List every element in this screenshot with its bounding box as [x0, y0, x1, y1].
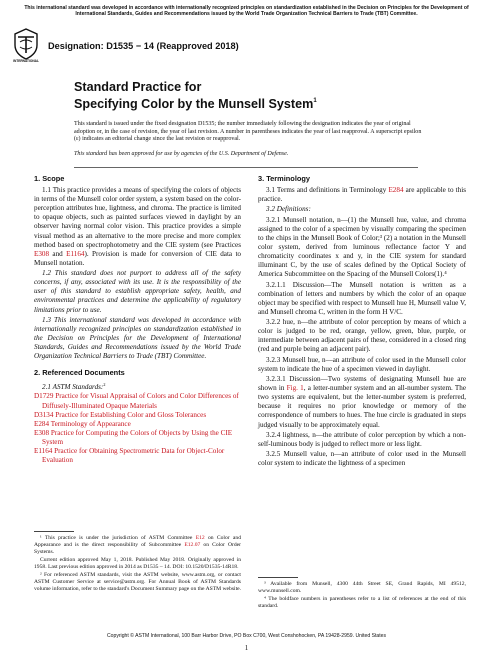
- reference-item[interactable]: E308 Practice for Computing the Colors of Objects by Using the CIE System: [34, 428, 233, 446]
- refs-heading: 2. Referenced Documents: [34, 368, 125, 378]
- para-1-2: 1.2 This standard does not purport to address all of the safety concerns, if any, associated with its use. It is the responsibility of the user of this standard to establish appropriate safety, health, and environmental practices and determine the applicability of regulatory limitations prior to use.: [34, 269, 241, 314]
- right-footnotes: [258, 581, 466, 611]
- astm-standards-label: 2.1 ASTM Standards:$^2$: [42, 382, 106, 392]
- footnote-2: ² For referenced ASTM standards, visit the ASTM website, www.astm.org, or contact ASTM Customer Service at service@astm.org. For Annual Book of ASTM Standards volume information, refer to the standard's Document Summary page on the ASTM website.: [34, 571, 241, 592]
- left-column: [34, 174, 241, 465]
- para-1-3: 1.3 This international standard was developed in accordance with internationally recognized principles on standardization established in the Decision on Principles for the Development of International Standards, Guides and Recommendations issued by the World Trade Organization Technical Barriers to Trade (TBT) Committee.: [34, 315, 241, 361]
- footnote-1: ¹ This practice is under the jurisdiction of ASTM Committee E12 on Color and Appearance and is the direct responsibility of Subcommittee E12.07 on Color Order Systems.: [34, 535, 242, 555]
- link-e12-07[interactable]: E12.07: [184, 541, 201, 548]
- title-line-2: Specifying Color by the Munsell System$^1$: [74, 97, 317, 111]
- reference-item[interactable]: E284 Terminology of Appearance: [34, 419, 131, 428]
- reference-item[interactable]: E1164 Practice for Obtaining Spectrometric Data for Object-Color Evaluation: [34, 447, 225, 465]
- para-3-2-1-1: 3.2.1.1 Discussion—The Munsell notation is written as a combination of letters and numbers by which the color of an opaque object may be specified with respect to Munsell hue H, Munsell value V, and Munsell chroma C, written in the form H V/C.: [258, 280, 466, 316]
- footnote-1-edition: Current edition approved May 1, 2018. Published May 2018. Originally approved in 1958. Last previous edition approved in 2014 as D1535 – 14. DOI: 10.1520/D1535-14R18.: [34, 556, 241, 570]
- link-e284[interactable]: E284: [388, 186, 404, 195]
- para-3-1: 3.1 Terms and definitions in Terminology E284 are applicable to this practice.: [258, 186, 466, 204]
- terminology-heading: 3. Terminology: [258, 174, 311, 183]
- para-3-2-2: 3.2.2 hue, n—the attribute of color perception by means of which a color is judged to be red, orange, yellow, green, blue, purple, or intermediate between adjacent pairs of these, considered in a closed ring (red and purple being an adjacent pair).: [258, 318, 466, 354]
- standard-issue-note: This standard is issued under the fixed designation D1535; the number immediately following the designation indicates the year of original adoption or, in the case of revision, the year of last revision. A number in parentheses indicates the year of last reapproval. A superscript epsilon (ε) indicates an editorial change since the last revision or reapproval.: [74, 121, 422, 142]
- designation: Designation: D1535 − 14 (Reapproved 2018): [48, 41, 239, 51]
- astm-logo-icon: [13, 28, 39, 62]
- title-footnote-mark: 1: [313, 98, 317, 104]
- para-3-2-4: 3.2.4 lightness, n—the attribute of color perception by which a non-self-luminous body is judged to reflect more or less light.: [258, 430, 466, 448]
- page-number: 1: [244, 644, 249, 652]
- link-fig-1[interactable]: Fig. 1: [286, 384, 304, 393]
- para-3-2-1: 3.2.1 Munsell notation, n—(1) the Munsell hue, value, and chroma assigned to the color of a specimen by visually comparing the specimen to the chips in the Munsell Book of Color;³ (2) a notation in the Munsell color system, derived from luminous reflectance factor Y and chromaticity coordinates x and y, in the CIE system for standard illuminant C, by the use of scales defined by the Optical Society of America Subcommittee on the Spacing of the Munsell Colors(1).⁴: [258, 215, 466, 279]
- copyright-line: Copyright © ASTM International, 100 Barr Harbor Drive, PO Box C700, West Conshohocken, PA 19428-2959. United States: [106, 633, 387, 639]
- para-1-1: 1.1 This practice provides a means of specifying the colors of objects in terms of the Munsell color order system, a system based on the color-perception attributes hue, lightness, and chroma. The practice is limited to opaque objects, such as painted surfaces viewed in daylight by an observer having normal color vision. This practice provides a simple visual method as an alternative to the more precise and more complex method based on spectrophotometry and the CIE system (see Practices E308 and E1164). Provision is made for conversion of CIE data to Munsell notation.: [34, 186, 242, 267]
- link-e12[interactable]: E12: [195, 535, 205, 541]
- para-3-2-5: 3.2.5 Munsell value, n—an attribute of color used in the Munsell color system to indicate the lightness of a specimen: [258, 450, 466, 468]
- para-3-2: 3.2 Definitions:: [266, 205, 311, 214]
- para-3-2-3-1: 3.2.3.1 Discussion—Two systems of designating Munsell hue are shown in Fig. 1, a letter-number system and an all-number system. The two systems are equivalent, but the letter-number system is preferred, because it requires no prior knowledge or memory of the correspondence of numbers to hues. The hue circle is graduated in steps judged visually to be approximately equal.: [258, 375, 466, 429]
- reference-list: [34, 392, 241, 465]
- link-e1164[interactable]: E1164: [66, 249, 85, 258]
- astm-logo: [13, 28, 39, 62]
- right-footnote-rule: [258, 577, 298, 578]
- footnote-4: ⁴ The boldface numbers in parentheses refer to a list of references at the end of this standard.: [258, 596, 466, 609]
- left-footnote-rule: [34, 531, 74, 532]
- link-e308[interactable]: E308: [34, 249, 50, 258]
- reference-item[interactable]: D1729 Practice for Visual Appraisal of Colors and Color Differences of Diffusely-Illuminated Opaque Materials: [34, 392, 239, 410]
- document-title: [74, 80, 317, 111]
- footnote-3: ³ Available from Munsell, 4300 44th Street SE, Grand Rapids, MI 49512, www.munsell.com.: [258, 581, 466, 594]
- header-divider: [74, 167, 418, 168]
- reference-item[interactable]: D3134 Practice for Establishing Color and Gloss Tolerances: [34, 410, 207, 419]
- dod-approval-note: This standard has been approved for use by agencies of the U.S. Department of Defense.: [74, 151, 289, 157]
- para-3-2-3: 3.2.3 Munsell hue, n—an attribute of color used in the Munsell color system to indicate the hue of a specimen viewed in daylight.: [258, 355, 466, 373]
- right-column: [258, 174, 466, 468]
- scope-heading: 1. Scope: [34, 174, 65, 183]
- title-line-1: Standard Practice for: [74, 80, 202, 94]
- left-footnotes: [34, 535, 241, 594]
- header-notice: This international standard was developed in accordance with internationally recognized principles on standardization established in the Decision on Principles for the Development of International Standards, Guides and Recommendations issued by the World Trade Organization Technical Barriers to Trade (TBT) Committee.: [24, 5, 469, 18]
- logo-caption: INTERNATIONAL: [13, 59, 39, 63]
